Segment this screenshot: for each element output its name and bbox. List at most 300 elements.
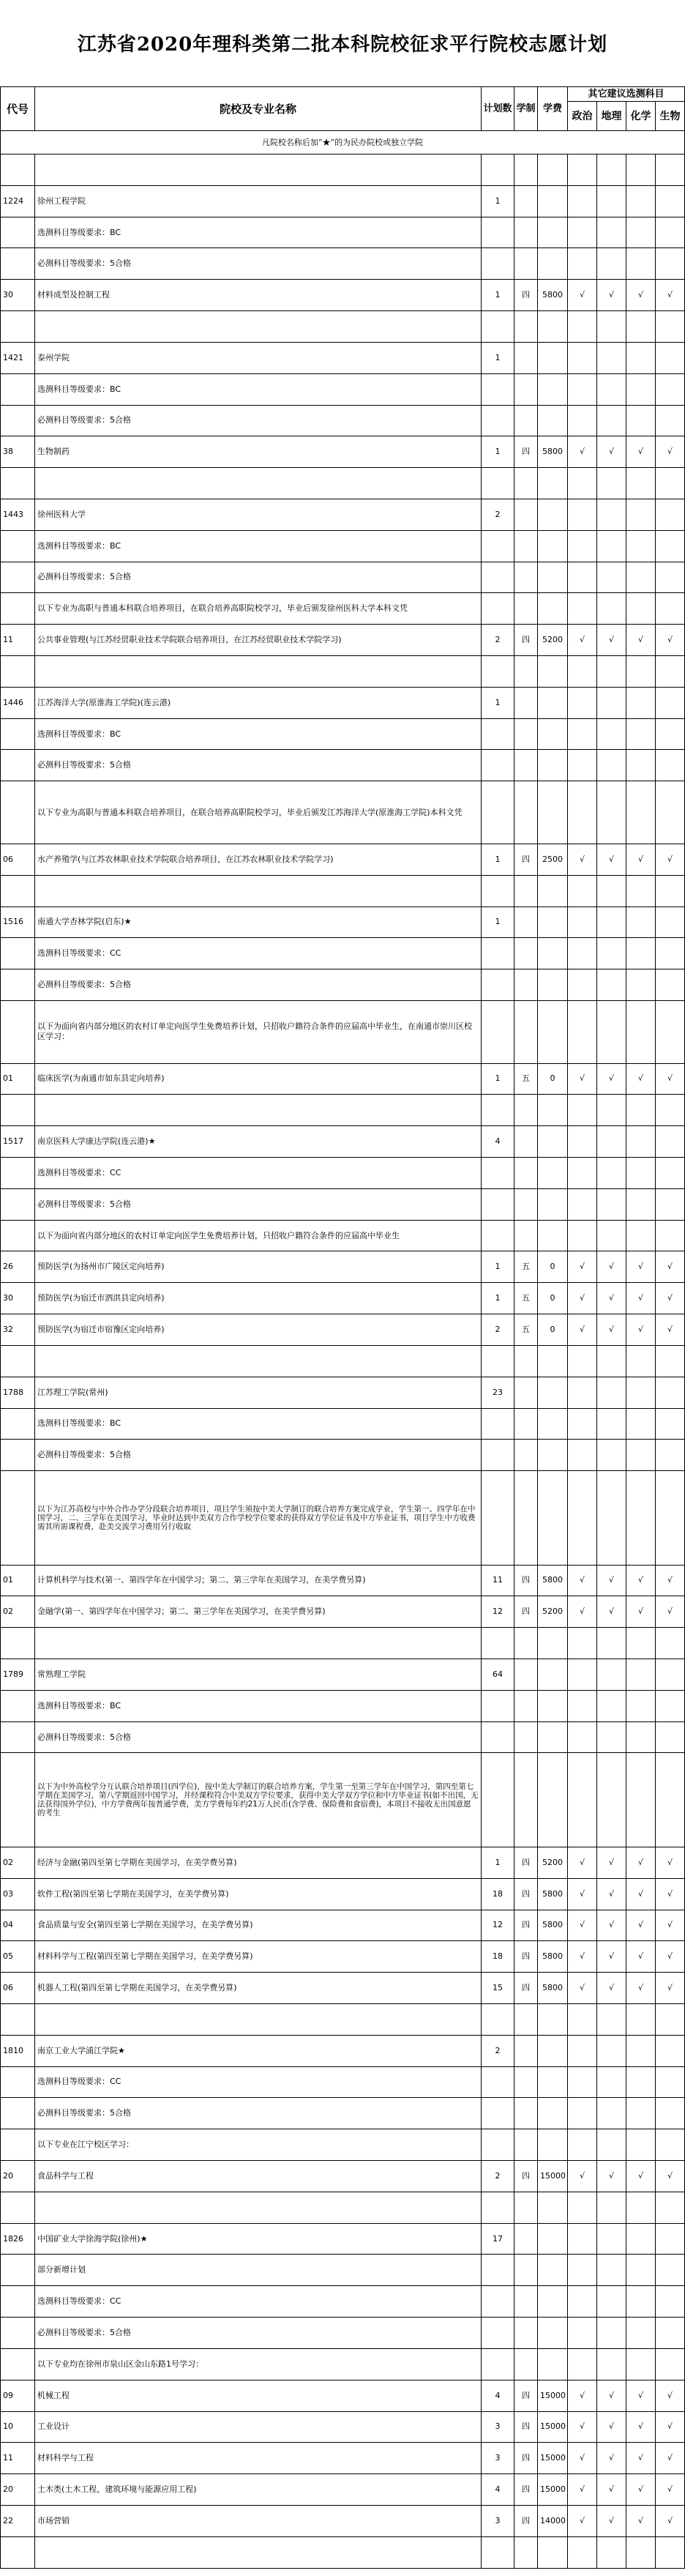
table-row	[1, 1126, 685, 1158]
check-mark-icon: √	[608, 2515, 614, 2525]
cell-fee	[538, 1126, 568, 1158]
table-row	[1, 468, 685, 499]
cell-fee: 15000	[538, 2474, 568, 2506]
cell-years: 四	[514, 1910, 538, 1941]
cell-check-politics	[568, 2161, 597, 2192]
cell-years	[514, 2003, 538, 2035]
cell-check-politics	[568, 1283, 597, 1314]
cell-code: 01	[1, 1565, 35, 1596]
cell-check-biology	[656, 1941, 685, 1973]
cell-check-politics	[568, 562, 597, 593]
cell-code	[1, 562, 35, 593]
cell-years	[514, 1628, 538, 1659]
cell-check-biology	[656, 1628, 685, 1659]
cell-fee	[538, 1220, 568, 1251]
cell-code: 05	[1, 1941, 35, 1973]
cell-fee	[538, 530, 568, 562]
cell-code: 04	[1, 1910, 35, 1941]
cell-plan: 4	[482, 2474, 514, 2506]
cell-plan: 4	[482, 1126, 514, 1158]
cell-plan: 3	[482, 2411, 514, 2443]
cell-plan: 18	[482, 1878, 514, 1910]
cell-plan: 1	[482, 436, 514, 468]
check-mark-icon: √	[579, 1262, 585, 1272]
cell-check-geography	[597, 1941, 626, 1973]
cell-name	[35, 875, 482, 907]
cell-plan	[482, 562, 514, 593]
cell-check-geography	[597, 468, 626, 499]
cell-plan	[482, 2255, 514, 2286]
cell-check-geography	[597, 2066, 626, 2098]
header-subject-chemistry: 化学	[626, 102, 656, 131]
cell-check-geography	[597, 1345, 626, 1377]
cell-code: 38	[1, 436, 35, 468]
check-mark-icon: √	[608, 2421, 614, 2432]
cell-code	[1, 938, 35, 969]
cell-check-biology	[656, 1721, 685, 1753]
cell-years	[514, 875, 538, 907]
cell-fee	[538, 907, 568, 938]
cell-check-biology	[656, 781, 685, 844]
cell-fee: 0	[538, 1314, 568, 1346]
cell-check-politics	[568, 1910, 597, 1941]
table-row	[1, 2066, 685, 2098]
cell-years	[514, 938, 538, 969]
cell-check-biology	[656, 1408, 685, 1440]
cell-fee: 5800	[538, 1941, 568, 1973]
cell-fee: 15000	[538, 2411, 568, 2443]
cell-check-politics	[568, 373, 597, 405]
check-mark-icon: √	[608, 1073, 614, 1084]
cell-check-biology	[656, 687, 685, 718]
check-mark-icon: √	[608, 290, 614, 300]
cell-plan: 12	[482, 1910, 514, 1941]
cell-code	[1, 1471, 35, 1565]
cell-plan	[482, 2192, 514, 2223]
cell-check-politics	[568, 1721, 597, 1753]
cell-check-chemistry	[626, 625, 656, 656]
cell-check-biology	[656, 2380, 685, 2411]
cell-check-geography	[597, 687, 626, 718]
cell-check-geography	[597, 2474, 626, 2506]
cell-check-politics	[568, 2223, 597, 2255]
cell-check-geography	[597, 1000, 626, 1063]
cell-plan: 1	[482, 1847, 514, 1878]
cell-name: 选测科目等级要求：BC	[35, 1408, 482, 1440]
cell-check-politics	[568, 1565, 597, 1596]
cell-code: 1421	[1, 342, 35, 373]
check-mark-icon: √	[579, 2170, 585, 2181]
cell-plan	[482, 2348, 514, 2380]
cell-check-politics	[568, 342, 597, 373]
header-name: 院校及专业名称	[35, 87, 482, 131]
cell-check-biology	[656, 2505, 685, 2536]
cell-years: 四	[514, 2443, 538, 2474]
cell-code: 20	[1, 2474, 35, 2506]
cell-code: 1516	[1, 907, 35, 938]
cell-check-chemistry	[626, 1063, 656, 1095]
table-row	[1, 1941, 685, 1973]
cell-plan: 4	[482, 2380, 514, 2411]
cell-check-biology	[656, 1471, 685, 1565]
cell-code: 11	[1, 2443, 35, 2474]
cell-check-politics	[568, 2505, 597, 2536]
check-mark-icon: √	[667, 1857, 673, 1867]
cell-check-chemistry	[626, 2286, 656, 2318]
cell-name: 江苏海洋大学(原淮海工学院)(连云港)	[35, 687, 482, 718]
cell-name: 机器人工程(第四至第七学期在美国学习，在美学费另算)	[35, 1973, 482, 2004]
cell-plan	[482, 969, 514, 1001]
cell-plan	[482, 155, 514, 186]
cell-code	[1, 311, 35, 343]
cell-check-chemistry	[626, 1188, 656, 1220]
cell-fee	[538, 499, 568, 530]
cell-check-politics	[568, 687, 597, 718]
cell-check-chemistry	[626, 2318, 656, 2349]
check-mark-icon: √	[608, 1575, 614, 1585]
cell-check-biology	[656, 499, 685, 530]
cell-years: 五	[514, 1063, 538, 1095]
cell-check-biology	[656, 2474, 685, 2506]
cell-code	[1, 875, 35, 907]
cell-check-biology	[656, 2536, 685, 2568]
cell-name: 预防医学(为宿迁市泗洪县定向培养)	[35, 1283, 482, 1314]
cell-code: 1517	[1, 1126, 35, 1158]
cell-fee	[538, 1408, 568, 1440]
cell-years: 四	[514, 2380, 538, 2411]
cell-check-chemistry	[626, 1220, 656, 1251]
cell-check-geography	[597, 718, 626, 750]
cell-name: 软件工程(第四至第七学期在美国学习，在美学费另算)	[35, 1878, 482, 1910]
cell-fee	[538, 656, 568, 688]
table-row	[1, 750, 685, 781]
cell-name: 水产养殖学(与江苏农林职业技术学院联合培养项目，在江苏农林职业技术学院学习)	[35, 844, 482, 875]
check-mark-icon: √	[579, 1073, 585, 1084]
cell-code: 1788	[1, 1377, 35, 1408]
check-mark-icon: √	[608, 1983, 614, 1993]
check-mark-icon: √	[667, 1888, 673, 1899]
check-mark-icon: √	[667, 2453, 673, 2463]
cell-name	[35, 1345, 482, 1377]
cell-check-chemistry	[626, 1628, 656, 1659]
cell-years	[514, 2066, 538, 2098]
cell-plan	[482, 656, 514, 688]
table-row	[1, 907, 685, 938]
cell-code	[1, 217, 35, 248]
cell-check-geography	[597, 656, 626, 688]
cell-fee	[538, 2348, 568, 2380]
cell-plan	[482, 875, 514, 907]
cell-plan	[482, 1690, 514, 1721]
cell-fee: 5200	[538, 1847, 568, 1878]
cell-plan	[482, 248, 514, 280]
cell-check-politics	[568, 656, 597, 688]
cell-check-politics	[568, 1690, 597, 1721]
check-mark-icon: √	[637, 1262, 643, 1272]
cell-check-chemistry	[626, 2098, 656, 2129]
cell-code	[1, 781, 35, 844]
check-mark-icon: √	[667, 854, 673, 864]
cell-check-politics	[568, 2411, 597, 2443]
cell-check-biology	[656, 373, 685, 405]
cell-plan	[482, 530, 514, 562]
cell-check-politics	[568, 1158, 597, 1189]
cell-name: 南京工业大学浦江学院★	[35, 2035, 482, 2066]
cell-check-politics	[568, 718, 597, 750]
cell-fee	[538, 938, 568, 969]
check-mark-icon: √	[637, 2515, 643, 2525]
check-mark-icon: √	[608, 1293, 614, 1303]
cell-check-chemistry	[626, 2348, 656, 2380]
cell-code	[1, 2255, 35, 2286]
cell-check-chemistry	[626, 2380, 656, 2411]
check-mark-icon: √	[667, 635, 673, 645]
cell-check-chemistry	[626, 1910, 656, 1941]
table-row	[1, 185, 685, 217]
check-mark-icon: √	[579, 2453, 585, 2463]
cell-check-biology	[656, 1659, 685, 1691]
table-row	[1, 1628, 685, 1659]
check-mark-icon: √	[637, 2390, 643, 2400]
cell-name: 材料科学与工程	[35, 2443, 482, 2474]
cell-name: 选测科目等级要求：CC	[35, 1158, 482, 1189]
table-row	[1, 155, 685, 186]
cell-check-chemistry	[626, 468, 656, 499]
cell-years	[514, 217, 538, 248]
cell-fee: 5800	[538, 1878, 568, 1910]
cell-fee	[538, 468, 568, 499]
cell-code	[1, 2536, 35, 2568]
cell-check-biology	[656, 155, 685, 186]
cell-check-chemistry	[626, 1095, 656, 1126]
cell-check-biology	[656, 969, 685, 1001]
cell-check-geography	[597, 1220, 626, 1251]
cell-fee	[538, 1158, 568, 1189]
cell-years	[514, 718, 538, 750]
cell-name: 部分新增计划	[35, 2255, 482, 2286]
cell-fee	[538, 562, 568, 593]
cell-years	[514, 1440, 538, 1471]
cell-code	[1, 969, 35, 1001]
cell-check-chemistry	[626, 436, 656, 468]
cell-name: 临床医学(为南通市如东县定向培养)	[35, 1063, 482, 1095]
cell-check-biology	[656, 1283, 685, 1314]
cell-plan: 1	[482, 1251, 514, 1283]
table-row	[1, 1283, 685, 1314]
check-mark-icon: √	[637, 1857, 643, 1867]
table-row	[1, 1158, 685, 1189]
cell-fee	[538, 1345, 568, 1377]
cell-fee	[538, 2066, 568, 2098]
cell-check-geography	[597, 2536, 626, 2568]
cell-check-chemistry	[626, 2411, 656, 2443]
cell-plan: 1	[482, 1063, 514, 1095]
check-mark-icon: √	[579, 2484, 585, 2495]
cell-check-politics	[568, 1251, 597, 1283]
cell-plan	[482, 2098, 514, 2129]
check-mark-icon: √	[579, 854, 585, 864]
cell-name: 必测科目等级要求：5合格	[35, 750, 482, 781]
cell-code: 30	[1, 280, 35, 311]
table-row	[1, 1095, 685, 1126]
cell-check-politics	[568, 750, 597, 781]
cell-years	[514, 1408, 538, 1440]
cell-check-biology	[656, 1063, 685, 1095]
cell-check-politics	[568, 2192, 597, 2223]
cell-check-chemistry	[626, 2035, 656, 2066]
cell-fee: 5800	[538, 1910, 568, 1941]
cell-years	[514, 1000, 538, 1063]
cell-code	[1, 1690, 35, 1721]
cell-years	[514, 2098, 538, 2129]
cell-fee	[538, 185, 568, 217]
cell-check-biology	[656, 1314, 685, 1346]
cell-name: 必测科目等级要求：5合格	[35, 248, 482, 280]
cell-fee: 2500	[538, 844, 568, 875]
cell-check-biology	[656, 1596, 685, 1628]
cell-check-politics	[568, 593, 597, 625]
cell-plan	[482, 1408, 514, 1440]
cell-plan: 2	[482, 625, 514, 656]
cell-plan	[482, 750, 514, 781]
cell-fee	[538, 2098, 568, 2129]
cell-name: 生物制药	[35, 436, 482, 468]
check-mark-icon: √	[667, 1951, 673, 1962]
cell-check-politics	[568, 2348, 597, 2380]
table-row	[1, 2161, 685, 2192]
cell-years: 五	[514, 1314, 538, 1346]
cell-check-politics	[568, 938, 597, 969]
cell-code	[1, 1220, 35, 1251]
cell-code	[1, 1628, 35, 1659]
cell-check-geography	[597, 436, 626, 468]
cell-check-biology	[656, 1251, 685, 1283]
cell-check-chemistry	[626, 2536, 656, 2568]
cell-code: 03	[1, 1878, 35, 1910]
cell-check-chemistry	[626, 875, 656, 907]
cell-code	[1, 2066, 35, 2098]
table-body	[1, 155, 685, 2569]
table-row	[1, 687, 685, 718]
cell-check-politics	[568, 2098, 597, 2129]
check-mark-icon: √	[667, 1262, 673, 1272]
cell-name: 以下专业为高职与普通本科联合培养项目，在联合培养高职院校学习，毕业后颁发江苏海洋大学(原淮海工学院)本科文凭	[35, 781, 482, 844]
cell-plan: 18	[482, 1941, 514, 1973]
check-mark-icon: √	[608, 2390, 614, 2400]
check-mark-icon: √	[637, 854, 643, 864]
cell-name: 选测科目等级要求：CC	[35, 2286, 482, 2318]
cell-check-chemistry	[626, 499, 656, 530]
cell-check-chemistry	[626, 1941, 656, 1973]
cell-check-chemistry	[626, 2003, 656, 2035]
cell-check-chemistry	[626, 311, 656, 343]
cell-plan: 64	[482, 1659, 514, 1691]
cell-check-chemistry	[626, 1126, 656, 1158]
cell-years: 四	[514, 1941, 538, 1973]
cell-check-geography	[597, 2161, 626, 2192]
check-mark-icon: √	[667, 2484, 673, 2495]
cell-check-biology	[656, 1910, 685, 1941]
cell-name: 以下专业在江宁校区学习：	[35, 2129, 482, 2161]
cell-fee: 5800	[538, 1973, 568, 2004]
cell-plan	[482, 1628, 514, 1659]
cell-name: 以下专业为高职与普通本科联合培养项目，在联合培养高职院校学习，毕业后颁发徐州医科大学本科文凭	[35, 593, 482, 625]
cell-code	[1, 1440, 35, 1471]
cell-check-geography	[597, 1690, 626, 1721]
cell-check-politics	[568, 436, 597, 468]
notice-row: 凡院校名称后加“★”的为民办院校或独立学院	[1, 131, 685, 155]
cell-check-biology	[656, 938, 685, 969]
cell-years	[514, 342, 538, 373]
cell-check-biology	[656, 2192, 685, 2223]
cell-years	[514, 2192, 538, 2223]
check-mark-icon: √	[579, 2515, 585, 2525]
cell-check-politics	[568, 2380, 597, 2411]
check-mark-icon: √	[637, 1983, 643, 1993]
cell-check-geography	[597, 280, 626, 311]
cell-code: 01	[1, 1063, 35, 1095]
table-row	[1, 844, 685, 875]
cell-check-chemistry	[626, 1283, 656, 1314]
table-row	[1, 217, 685, 248]
table-row	[1, 1220, 685, 1251]
cell-plan: 11	[482, 1565, 514, 1596]
cell-check-geography	[597, 185, 626, 217]
header-fee: 学费	[538, 87, 568, 131]
cell-check-chemistry	[626, 1847, 656, 1878]
cell-check-politics	[568, 217, 597, 248]
cell-fee	[538, 1721, 568, 1753]
cell-fee	[538, 1377, 568, 1408]
cell-check-geography	[597, 875, 626, 907]
cell-check-politics	[568, 1314, 597, 1346]
cell-name: 必测科目等级要求：5合格	[35, 1721, 482, 1753]
cell-years	[514, 1690, 538, 1721]
cell-years	[514, 969, 538, 1001]
cell-name: 选测科目等级要求：CC	[35, 938, 482, 969]
cell-check-geography	[597, 1596, 626, 1628]
check-mark-icon: √	[608, 1324, 614, 1334]
cell-plan	[482, 2129, 514, 2161]
cell-years: 四	[514, 2474, 538, 2506]
header-subject-politics: 政治	[568, 102, 597, 131]
table-row	[1, 1408, 685, 1440]
cell-check-politics	[568, 499, 597, 530]
table-row	[1, 1659, 685, 1691]
cell-name: 金融学(第一、第四学年在中国学习；第二、第三学年在美国学习，在美学费另算)	[35, 1596, 482, 1628]
check-mark-icon: √	[667, 2390, 673, 2400]
cell-check-biology	[656, 875, 685, 907]
check-mark-icon: √	[608, 2484, 614, 2495]
check-mark-icon: √	[579, 290, 585, 300]
check-mark-icon: √	[637, 1073, 643, 1084]
cell-check-chemistry	[626, 938, 656, 969]
cell-check-geography	[597, 2192, 626, 2223]
cell-check-geography	[597, 1628, 626, 1659]
cell-plan	[482, 1440, 514, 1471]
cell-check-geography	[597, 1878, 626, 1910]
cell-name	[35, 311, 482, 343]
cell-check-chemistry	[626, 718, 656, 750]
cell-name: 材料科学与工程(第四至第七学期在美国学习，在美学费另算)	[35, 1941, 482, 1973]
cell-check-chemistry	[626, 373, 656, 405]
cell-plan	[482, 2066, 514, 2098]
table-row	[1, 875, 685, 907]
cell-plan	[482, 1000, 514, 1063]
cell-name	[35, 468, 482, 499]
cell-check-politics	[568, 2286, 597, 2318]
table-row	[1, 1251, 685, 1283]
